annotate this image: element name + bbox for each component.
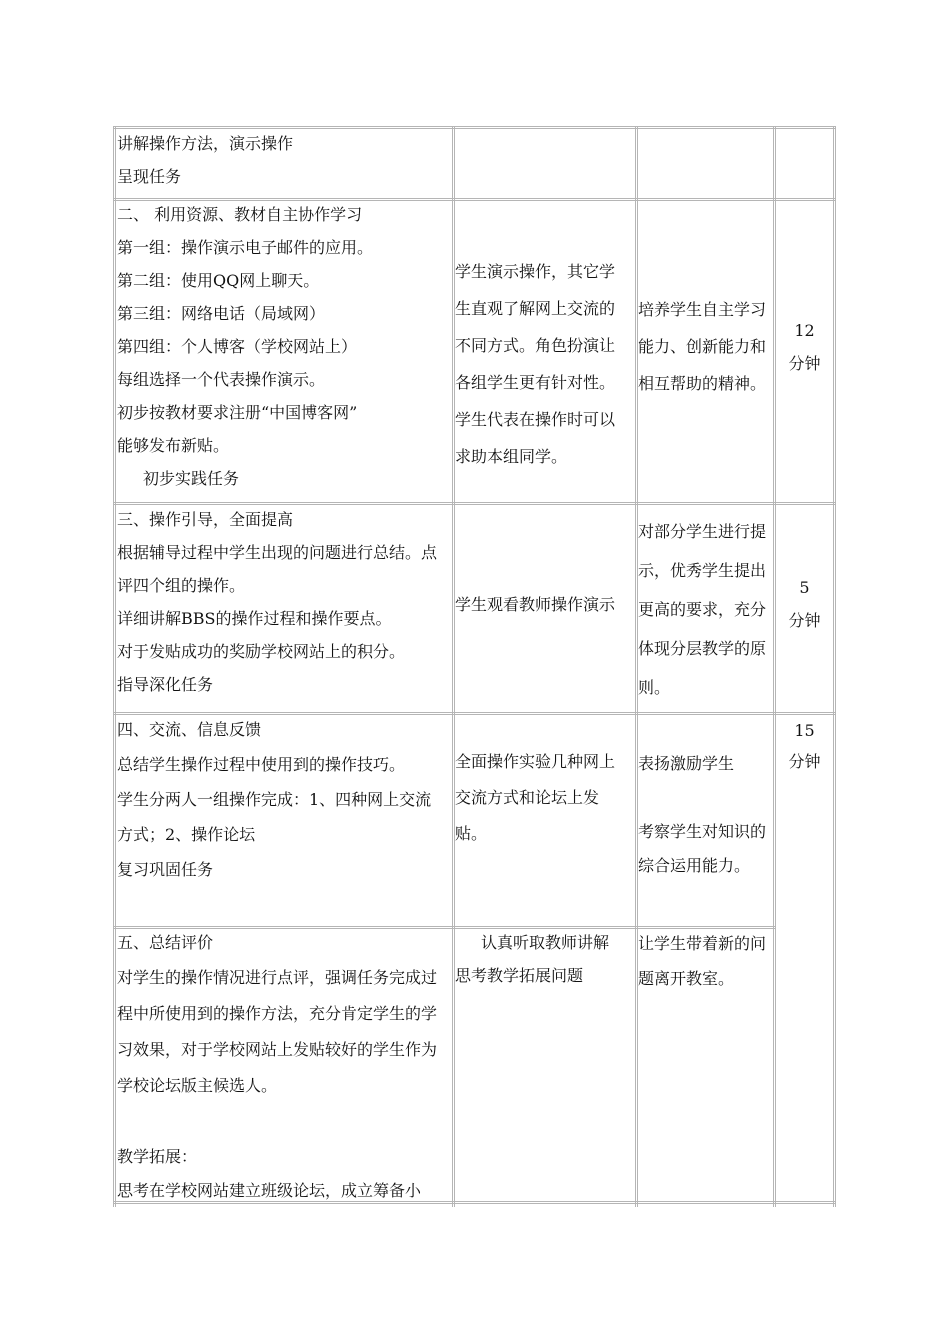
row4-duration-cell bbox=[776, 715, 833, 777]
row4-intent-cell bbox=[638, 747, 772, 883]
row3-activity-line: 评四个组的操作。 bbox=[117, 576, 246, 595]
row1-activity-line: 讲解操作方法，演示操作 bbox=[117, 134, 294, 153]
row4-intent-line: 考察学生对知识的 bbox=[638, 822, 767, 841]
table-border-left bbox=[113, 126, 116, 1207]
row4-activity-line: 学生分两人一组操作完成：1、四种网上交流 bbox=[117, 790, 432, 809]
row2-duration-cell bbox=[776, 314, 833, 380]
row4-duration-unit: 分钟 bbox=[788, 752, 821, 771]
row5-extension-line: 思考在学校网站建立班级论坛，成立筹备小 bbox=[117, 1181, 422, 1200]
row2-intent-line: 培养学生自主学习 bbox=[638, 300, 767, 319]
row3-student-cell bbox=[455, 588, 633, 621]
row2-duration-value: 12 bbox=[794, 321, 815, 340]
row3-intent-line: 则。 bbox=[638, 678, 671, 697]
row4-activity-cell bbox=[117, 712, 449, 887]
row4-student-line: 贴。 bbox=[455, 824, 488, 843]
row5-activity-line bbox=[117, 1104, 449, 1140]
row3-activity-line: 指导深化任务 bbox=[117, 675, 214, 694]
row5-activity-heading: 五、总结评价 bbox=[117, 933, 214, 952]
row3-activity-line: 根据辅导过程中学生出现的问题进行总结。点 bbox=[117, 543, 438, 562]
row3-intent-cell bbox=[638, 512, 772, 707]
row3-intent-line: 对部分学生进行提 bbox=[638, 522, 767, 541]
row2-student-line: 各组学生更有针对性。 bbox=[455, 373, 616, 392]
row3-intent-line: 示，优秀学生提出 bbox=[638, 561, 767, 580]
row3-duration-cell bbox=[776, 571, 833, 637]
row3-student-line: 学生观看教师操作演示 bbox=[455, 595, 616, 614]
row4-student-line: 全面操作实验几种网上 bbox=[455, 752, 616, 771]
row2-activity-line: 第四组：个人博客（学校网站上） bbox=[117, 337, 358, 356]
row2-activity-line: 初步按教材要求注册“中国博客网” bbox=[117, 403, 358, 422]
row1-activity-line: 呈现任务 bbox=[117, 167, 182, 186]
row2-activity-heading: 二、 利用资源、教材自主协作学习 bbox=[117, 205, 363, 224]
row4-intent-line bbox=[638, 781, 772, 815]
row3-intent-line: 更高的要求，充分 bbox=[638, 600, 767, 619]
row2-activity-line: 第二组：使用QQ网上聊天。 bbox=[117, 271, 320, 290]
row3-activity-line: 对于发贴成功的奖励学校网站上的积分。 bbox=[117, 642, 406, 661]
row4-intent-line: 表扬激励学生 bbox=[638, 754, 735, 773]
row4-activity-line: 总结学生操作过程中使用到的操作技巧。 bbox=[117, 755, 406, 774]
row2-activity-line: 初步实践任务 bbox=[143, 469, 240, 488]
column-divider-3 bbox=[773, 126, 776, 1207]
row3-activity-cell bbox=[117, 503, 449, 701]
row5-student-line: 认真听取教师讲解 bbox=[481, 933, 610, 952]
row1-activity-cell bbox=[117, 127, 449, 193]
row5-student-cell bbox=[455, 926, 633, 992]
row5-activity-line: 习效果，对于学校网站上发贴较好的学生作为 bbox=[117, 1040, 438, 1059]
row5-activity-cell bbox=[117, 926, 449, 1208]
row2-activity-line: 第一组：操作演示电子邮件的应用。 bbox=[117, 238, 374, 257]
row2-student-line: 学生代表在操作时可以 bbox=[455, 410, 616, 429]
row2-intent-cell bbox=[638, 291, 772, 402]
row3-duration-value: 5 bbox=[799, 578, 810, 597]
row4-activity-heading: 四、交流、信息反馈 bbox=[117, 720, 262, 739]
row3-activity-heading: 三、操作引导，全面提高 bbox=[117, 510, 294, 529]
row5-intent-line: 题离开教室。 bbox=[638, 969, 735, 988]
row4-student-line: 交流方式和论坛上发 bbox=[455, 788, 600, 807]
row3-intent-line: 体现分层教学的原 bbox=[638, 639, 767, 658]
row2-student-line: 不同方式。角色扮演让 bbox=[455, 336, 616, 355]
row2-duration-unit: 分钟 bbox=[788, 354, 821, 373]
row5-intent-cell bbox=[638, 926, 772, 996]
row2-activity-cell bbox=[117, 198, 449, 495]
row2-student-line: 求助本组同学。 bbox=[455, 447, 568, 466]
row5-extension-heading: 教学拓展： bbox=[117, 1147, 198, 1166]
row5-activity-line: 对学生的操作情况进行点评，强调任务完成过 bbox=[117, 968, 438, 987]
row2-activity-line: 能够发布新贴。 bbox=[117, 436, 230, 455]
row3-activity-line: 详细讲解BBS的操作过程和操作要点。 bbox=[117, 609, 392, 628]
row5-intent-line: 让学生带着新的问 bbox=[638, 934, 767, 953]
row4-duration-value: 15 bbox=[794, 721, 815, 740]
row2-activity-line: 每组选择一个代表操作演示。 bbox=[117, 370, 326, 389]
row5-activity-line: 学校论坛版主候选人。 bbox=[117, 1076, 278, 1095]
row2-student-cell bbox=[455, 253, 633, 475]
row2-intent-line: 能力、创新能力和 bbox=[638, 337, 767, 356]
row4-intent-line: 综合运用能力。 bbox=[638, 856, 751, 875]
row4-student-cell bbox=[455, 744, 633, 852]
row2-student-line: 生直观了解网上交流的 bbox=[455, 299, 616, 318]
row3-duration-unit: 分钟 bbox=[788, 611, 821, 630]
row2-intent-line: 相互帮助的精神。 bbox=[638, 374, 767, 393]
lesson-plan-table bbox=[113, 126, 839, 1207]
table-border-right bbox=[833, 126, 836, 1207]
row2-activity-line: 第三组：网络电话（局域网） bbox=[117, 304, 326, 323]
row5-student-line: 思考教学拓展问题 bbox=[455, 966, 584, 985]
row5-activity-line: 程中所使用到的操作方法，充分肯定学生的学 bbox=[117, 1004, 438, 1023]
row2-student-line: 学生演示操作，其它学 bbox=[455, 262, 616, 281]
row4-activity-line: 方式；2、操作论坛 bbox=[117, 825, 256, 844]
row4-activity-line: 复习巩固任务 bbox=[117, 860, 214, 879]
